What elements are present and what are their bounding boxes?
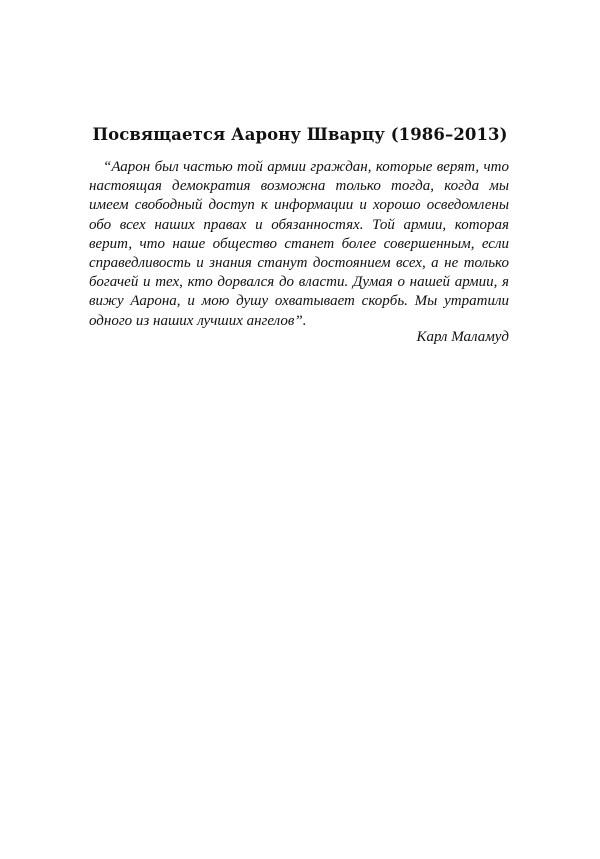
page-title: Посвящается Аарону Шварцу (1986–2013) — [92, 125, 508, 144]
quote-author: Карл Маламуд — [416, 329, 509, 345]
epigraph-quote: “Аарон был частью той армии граждан, которые верят, что настоящая демократия возможна только тогда, когда мы имеем свободный доступ к информации и хорошо осведомлены обо всех наших правах и обязанностях. Той армии, которая верит, что наше общество станет более совершенным, если справедливость и знания станут достоянием всех, а не только богачей и тех, кто дорвался до власти. Думая о нашей армии, я вижу Аарона, и мою душу охватывает скорбь. Мы утратили одного из наших лучших ангелов”. — [89, 159, 509, 329]
